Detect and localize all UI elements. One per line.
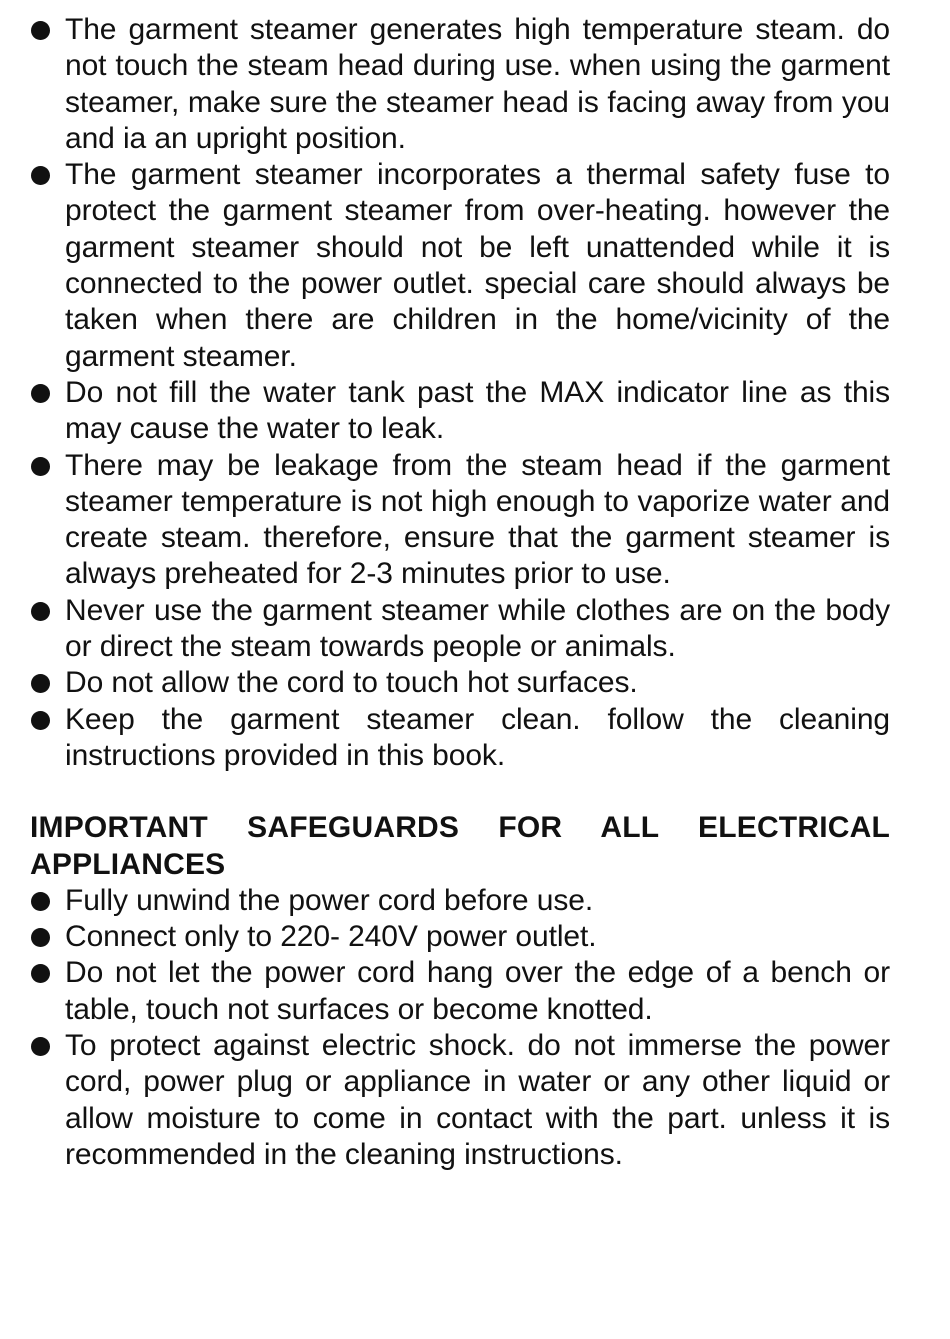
bullet-icon (31, 1037, 50, 1056)
list-item-text: The garment steamer generates high temperature steam. do not touch the steam head during use. when using the garment steamer, make sure the steamer head is facing away from you and ia an upright position. (65, 13, 890, 155)
list-item (30, 702, 890, 775)
list-item-text: Do not fill the water tank past the MAX indicator line as this may cause the water to leak. (65, 375, 890, 446)
list-item (30, 665, 890, 701)
list-item (30, 157, 890, 375)
list-item-text: Fully unwind the power cord before use. (65, 883, 594, 917)
bullet-icon (31, 928, 50, 947)
bullet-icon (31, 964, 50, 983)
list-item (30, 593, 890, 666)
bullet-icon (31, 892, 50, 911)
steamer-safety-list (30, 12, 890, 774)
section-heading-line-1: IMPORTANT SAFEGUARDS FOR ALL ELECTRICAL (30, 811, 890, 845)
list-item-text: Never use the garment steamer while clothes are on the body or direct the steam towards people or animals. (65, 593, 890, 664)
list-item-text: Connect only to 220- 240V power outlet. (65, 920, 597, 954)
electrical-safeguards-list (30, 883, 890, 1173)
bullet-icon (31, 602, 50, 621)
list-item-text: Do not allow the cord to touch hot surfaces. (65, 666, 638, 700)
section-heading-line-2: APPLIANCES (30, 847, 226, 881)
list-item (30, 12, 890, 157)
bullet-icon (31, 674, 50, 693)
bullet-icon (31, 21, 50, 40)
list-item (30, 883, 890, 919)
list-item (30, 919, 890, 955)
section-heading (30, 810, 890, 883)
bullet-icon (31, 711, 50, 730)
list-item-text: There may be leakage from the steam head if the garment steamer temperature is not high enough to vaporize water and create steam. therefore, ensure that the garment steamer is always preheated for 2-3 minutes prior to use. (65, 448, 890, 591)
list-item-text: The garment steamer incorporates a thermal safety fuse to protect the garment steamer from over-heating. however the garment steamer should not be left unattended while it is connected to the power outlet. special care should always be taken when there are children in the home/vicinity of the garment steamer. (65, 158, 890, 373)
list-item (30, 448, 890, 593)
list-item (30, 1028, 890, 1173)
bullet-icon (31, 457, 50, 476)
list-item-text: Do not let the power cord hang over the edge of a bench or table, touch not surfaces or become knotted. (65, 956, 890, 1026)
list-item-text: Keep the garment steamer clean. follow the cleaning instructions provided in this book. (65, 702, 890, 772)
bullet-icon (31, 166, 50, 185)
bullet-icon (31, 384, 50, 403)
list-item (30, 375, 890, 448)
manual-page (30, 12, 890, 1173)
section-spacer (30, 774, 890, 810)
list-item (30, 955, 890, 1028)
list-item-text: To protect against electric shock. do not immerse the power cord, power plug or appliance in water or any other liquid or allow moisture to come in contact with the part. unless it is recommended in the cleaning instructions. (65, 1029, 890, 1171)
